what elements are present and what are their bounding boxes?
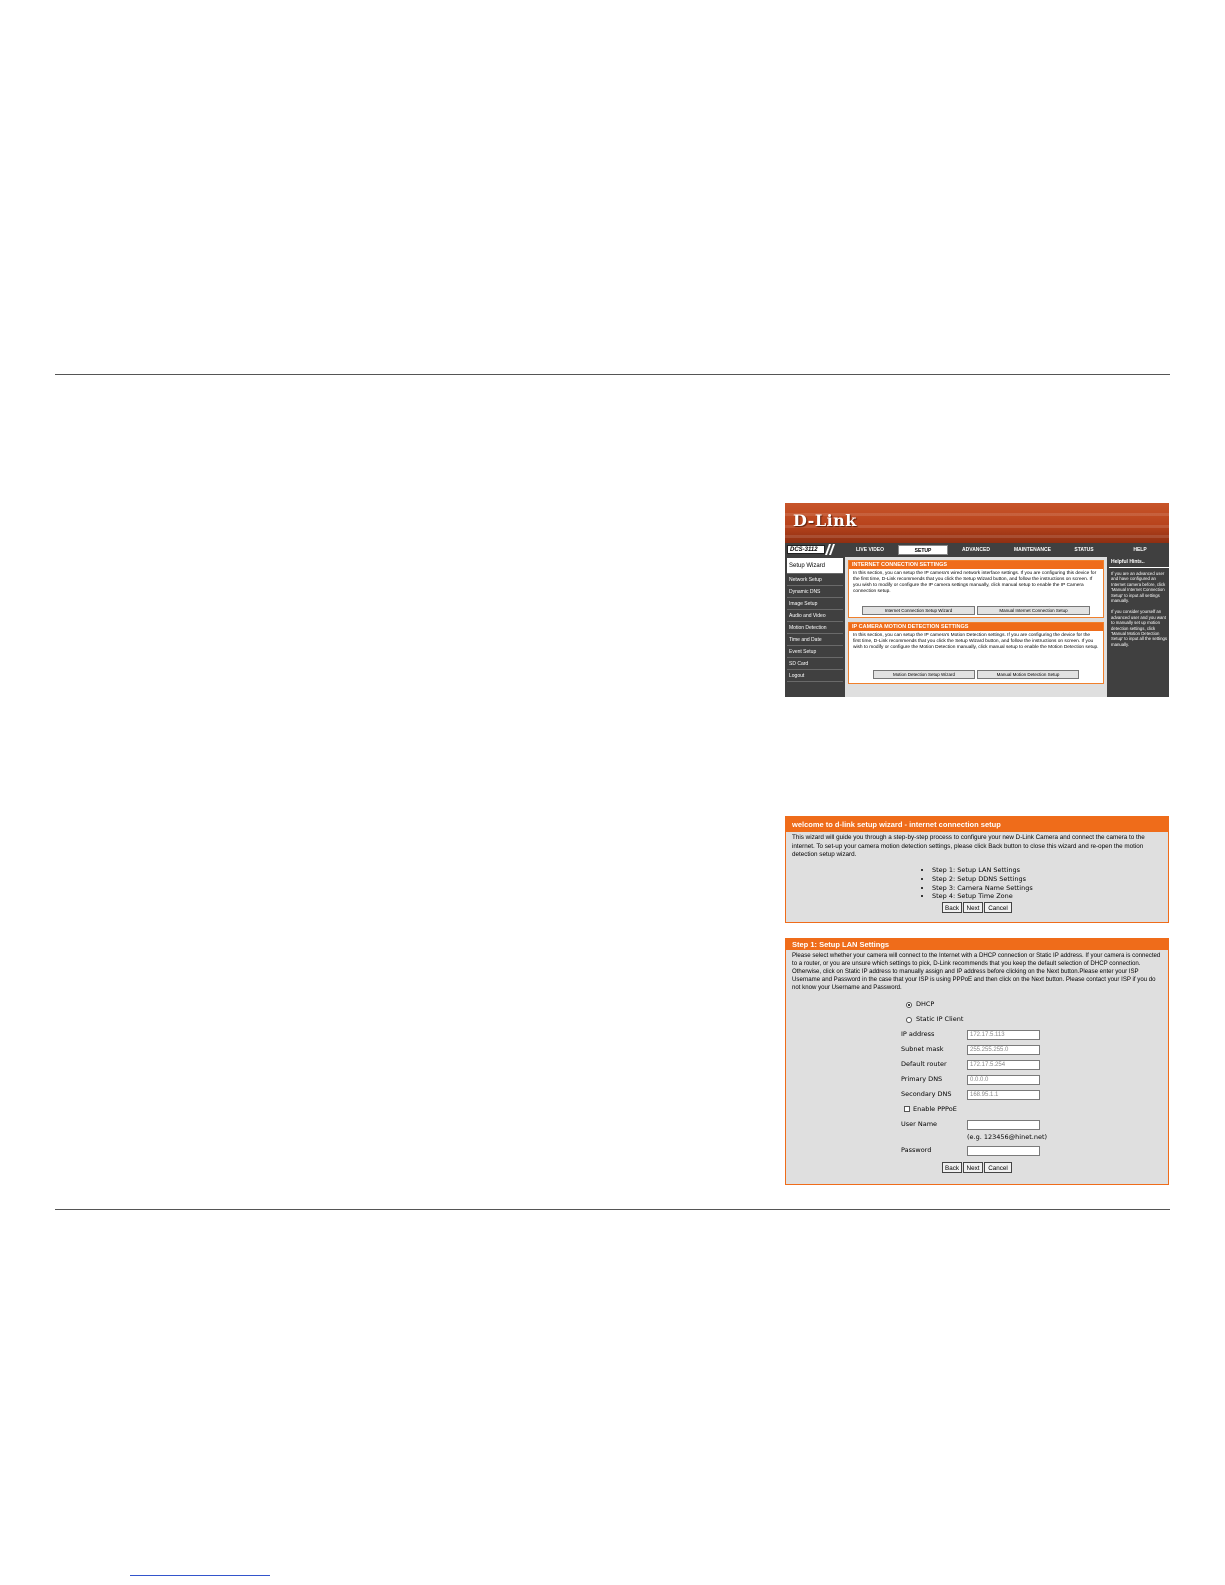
secondary-dns-input[interactable]: 168.95.1.1 — [967, 1090, 1040, 1100]
static-ip-label: Static IP Client — [916, 1015, 964, 1023]
sidebar-item-event-setup[interactable]: Event Setup — [787, 647, 843, 658]
sidebar-item-time-date[interactable]: Time and Date — [787, 635, 843, 646]
sidebar-item-network-setup[interactable]: Network Setup — [787, 575, 843, 586]
lan-settings-title: Step 1: Setup LAN Settings — [786, 939, 1168, 950]
hints-text-1: If you are an advanced user and have configured an Internet camera before, click 'Manual Internet Connection Setup' to input all settings manually. — [1111, 571, 1166, 604]
dhcp-radio[interactable] — [906, 1002, 912, 1008]
sidebar-item-image-setup[interactable]: Image Setup — [787, 599, 843, 610]
username-label: User Name — [901, 1120, 938, 1128]
sidebar-item-audio-video[interactable]: Audio and Video — [787, 611, 843, 622]
tab-setup[interactable]: SETUP — [898, 545, 948, 555]
dhcp-label: DHCP — [916, 1000, 935, 1008]
ip-address-input[interactable]: 172.17.5.113 — [967, 1030, 1040, 1040]
welcome-wizard-text: This wizard will guide you through a step-by-step process to configure your new D-Link Camera and connect the camera to the internet. To set-up your camera motion detection settings, please click Back button to close this wizard and re-open the motion detection setup wizard. — [792, 834, 1145, 858]
wizard-step: • Step 1: Setup LAN Settings — [932, 866, 1033, 875]
dlink-logo: D-Link — [793, 511, 857, 530]
primary-dns-label: Primary DNS — [901, 1075, 943, 1083]
wizard-step: • Step 3: Camera Name Settings — [932, 884, 1033, 893]
motion-settings-panel — [848, 622, 1104, 684]
internet-settings-text: In this section, you can setup the IP camera's wired network interface settings. If you are configuring this device for the first time, D-Link recommends that you click the Setup Wizard button, and follow the instructions on screen. If you wish to modify or configure the IP camera settings manually, click manual setup to enable the IP Camera connection setup. — [853, 571, 1097, 594]
next-button[interactable]: Next — [963, 902, 983, 913]
enable-pppoe-checkbox[interactable] — [904, 1106, 910, 1112]
footer-link-underline[interactable] — [130, 1575, 270, 1576]
internet-settings-panel — [848, 560, 1104, 618]
internet-wizard-button[interactable]: Internet Connection Setup Wizard — [862, 606, 975, 615]
tab-maintenance[interactable]: MAINTENANCE — [1014, 547, 1051, 553]
motion-settings-text: In this section, you can setup the IP camera's Motion Detection settings. If you are configuring the device for the first time, D-Link recommends that you click the Setup Wizard button, and follow the instructions on screen. If you wish to modify or configure the Motion Detection manually, click manual setup to enable the Motion Detection setup. — [853, 633, 1099, 650]
lan-settings-text: Please select whether your camera will connect to the Internet with a DHCP connection or Static IP address. If your camera is connected to a router, or you are unsure which settings to pick, D-Link recommends that you keep the default selection of DHCP connection. Otherwise, click on Static IP address to manually assign and IP address before clicking on the Next button.Please enter your ISP Username and Password in the case that your ISP is using PPPoE and then click on the Next button. Please contact your ISP if you do not know your Username and Password. — [792, 952, 1161, 991]
wizard-step: • Step 2: Setup DDNS Settings — [932, 875, 1033, 884]
tab-advanced[interactable]: ADVANCED — [962, 547, 990, 553]
default-router-label: Default router — [901, 1060, 947, 1068]
username-hint: (e.g. 123456@hinet.net) — [967, 1133, 1048, 1141]
password-input[interactable] — [967, 1146, 1040, 1156]
bottom-rule — [55, 1209, 1170, 1210]
welcome-wizard-title: welcome to d-link setup wizard - internet connection setup — [786, 817, 1168, 832]
secondary-dns-label: Secondary DNS — [901, 1090, 952, 1098]
wizard-step: • Step 4: Setup Time Zone — [932, 892, 1033, 901]
welcome-wizard-panel — [785, 816, 1169, 923]
enable-pppoe-label: Enable PPPoE — [913, 1105, 957, 1113]
password-label: Password — [901, 1146, 932, 1154]
motion-settings-title: IP CAMERA MOTION DETECTION SETTINGS — [849, 623, 1103, 631]
subnet-mask-label: Subnet mask — [901, 1045, 944, 1053]
setup-page-screenshot — [785, 503, 1169, 697]
cancel-button[interactable]: Cancel — [984, 902, 1012, 913]
username-input[interactable] — [967, 1120, 1040, 1130]
primary-dns-input[interactable]: 0.0.0.0 — [967, 1075, 1040, 1085]
next-button[interactable]: Next — [963, 1162, 983, 1173]
hints-title: Helpful Hints.. — [1109, 557, 1169, 568]
back-button[interactable]: Back — [942, 1162, 962, 1173]
wizard-steps-list — [922, 866, 1033, 901]
ip-address-label: IP address — [901, 1030, 935, 1038]
static-ip-radio[interactable] — [906, 1017, 912, 1023]
top-rule — [55, 374, 1170, 375]
motion-manual-button[interactable]: Manual Motion Detection Setup — [977, 670, 1079, 679]
tab-live-video[interactable]: LIVE VIDEO — [855, 547, 885, 553]
subnet-mask-input[interactable]: 255.255.255.0 — [967, 1045, 1040, 1055]
internet-manual-button[interactable]: Manual Internet Connection Setup — [977, 606, 1090, 615]
hints-text-2: If you consider yourself an advanced user and you want to manually set up motion detection settings, click 'Manual Motion Detection Setup' to input all the settings manually. — [1111, 609, 1168, 647]
helpful-hints — [1109, 557, 1169, 697]
tab-help[interactable]: HELP — [1133, 547, 1147, 553]
sidebar-item-logout[interactable]: Logout — [787, 671, 843, 682]
tab-status[interactable]: STATUS — [1074, 547, 1094, 553]
sidebar-item-dynamic-dns[interactable]: Dynamic DNS — [787, 587, 843, 598]
default-router-input[interactable]: 172.17.5.254 — [967, 1060, 1040, 1070]
cancel-button[interactable]: Cancel — [984, 1162, 1012, 1173]
motion-wizard-button[interactable]: Motion Detection Setup Wizard — [873, 670, 975, 679]
sidebar-item-motion-detection[interactable]: Motion Detection — [787, 623, 843, 634]
back-button[interactable]: Back — [942, 902, 962, 913]
model-label: DCS-3112 — [787, 545, 825, 554]
internet-settings-title: INTERNET CONNECTION SETTINGS — [849, 561, 1103, 569]
main-content — [845, 557, 1107, 697]
sidebar-item-setup-wizard[interactable]: Setup Wizard — [787, 558, 843, 574]
lan-settings-panel — [785, 938, 1169, 1185]
sidebar-item-sd-card[interactable]: SD Card — [787, 659, 843, 670]
